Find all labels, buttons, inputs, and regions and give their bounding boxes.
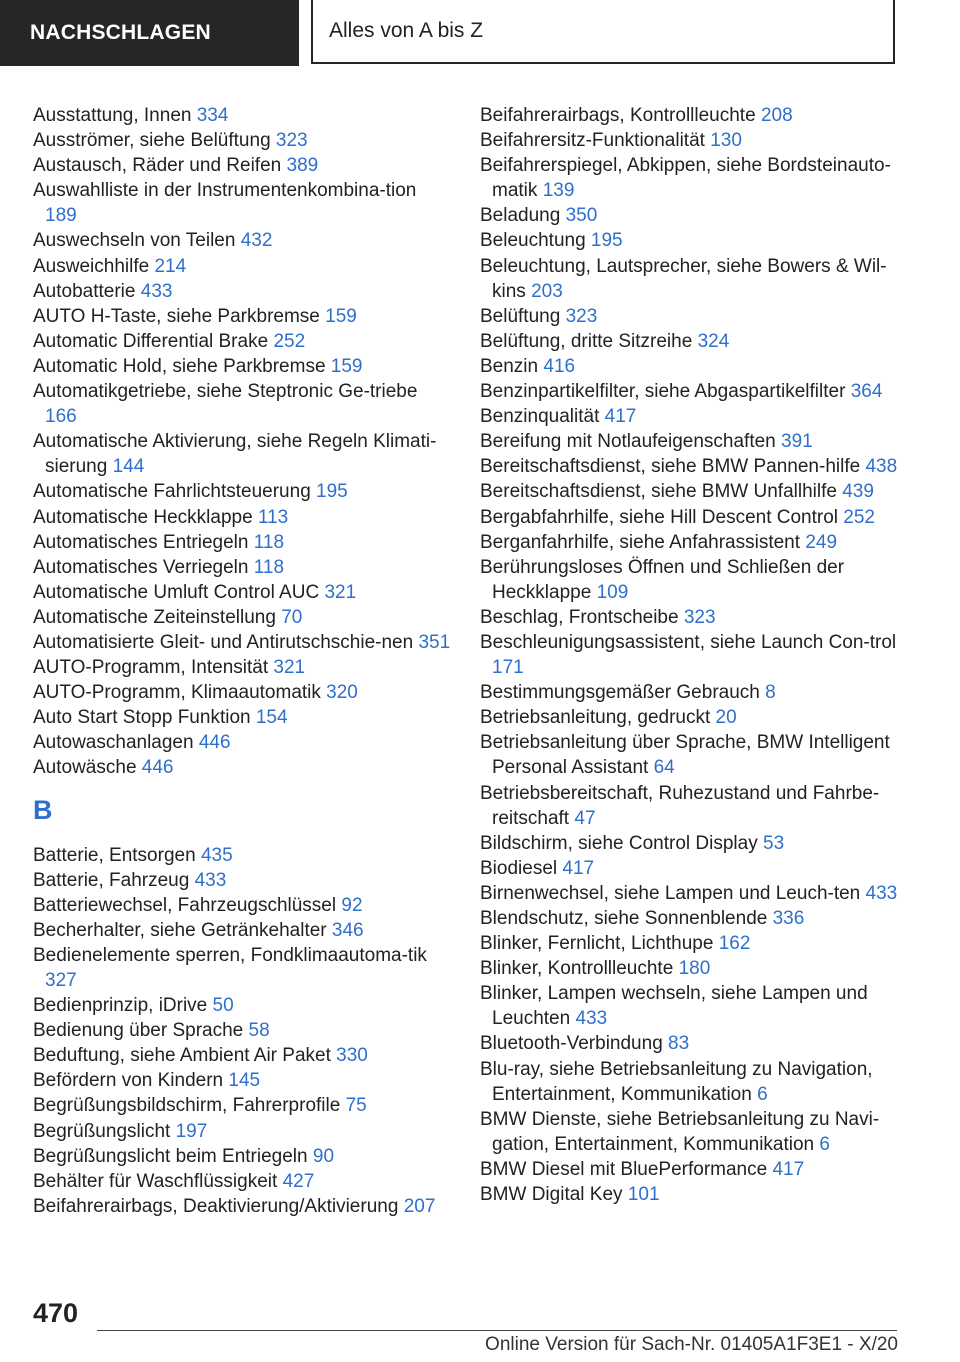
page-reference-link[interactable]: 145	[228, 1070, 261, 1092]
index-term: Auswechseln von Teilen	[33, 230, 241, 252]
index-entry	[480, 831, 900, 856]
page-reference-link[interactable]: 446	[198, 732, 231, 754]
page-reference-link[interactable]: 327	[45, 970, 77, 991]
page-reference-link[interactable]: 351	[418, 631, 451, 653]
online-version-note: Online Version für Sach-Nr. 01405A1F3E1 - X/20	[485, 1334, 898, 1355]
index-entry	[480, 505, 900, 530]
index-entry	[480, 981, 900, 1031]
index-entry	[480, 404, 900, 429]
index-term: Beschlag, Frontscheibe	[480, 606, 684, 628]
page-reference-link[interactable]: 334	[196, 105, 229, 126]
index-entry	[33, 993, 453, 1018]
index-term: Bedienelemente sperren, Fondklimaautoma-tik	[33, 944, 427, 966]
page-number: 470	[33, 1298, 79, 1328]
page-reference-link[interactable]: 92	[341, 894, 363, 916]
page-reference-link[interactable]: 439	[842, 481, 874, 503]
index-entry	[480, 103, 900, 128]
index-term: Automatisches Entriegeln	[33, 531, 254, 553]
page-reference-link[interactable]: 391	[781, 431, 813, 453]
index-entry	[33, 329, 453, 354]
index-entry	[480, 128, 900, 153]
page-reference-link[interactable]: 118	[253, 531, 285, 553]
index-entry	[33, 705, 453, 730]
index-term: Beifahrersitz-Funktionalität	[480, 130, 711, 152]
index-entry	[33, 178, 453, 228]
index-term: Bedienprinzip, iDrive	[33, 995, 213, 1017]
index-term: BMW Diesel mit BluePerformance	[480, 1158, 773, 1180]
index-term: AUTO-Programm, Klimaautomatik	[33, 682, 327, 704]
page-reference-link[interactable]: 433	[194, 869, 227, 891]
index-term: Automatisches Verriegeln	[33, 556, 254, 578]
index-term: Benzinqualität	[480, 406, 605, 428]
page-reference-link[interactable]: 6	[819, 1133, 830, 1155]
chapter-title: Alles von A bis Z	[311, 0, 895, 64]
page-reference-link[interactable]: 321	[324, 581, 357, 603]
index-entry	[480, 454, 900, 479]
page-reference-link[interactable]: 417	[562, 857, 595, 879]
section-tab: NACHSCHLAGEN	[0, 0, 299, 66]
index-term: Begrüßungslicht	[33, 1120, 176, 1142]
index-entry	[33, 755, 453, 780]
page-reference-link[interactable]: 433	[865, 882, 898, 904]
index-entry	[480, 254, 900, 304]
index-entry	[33, 555, 453, 580]
index-entry	[480, 881, 900, 906]
index-entry	[480, 605, 900, 630]
index-entry	[33, 730, 453, 755]
page-reference-link[interactable]: 207	[403, 1195, 436, 1217]
page-reference-link[interactable]: 203	[531, 280, 563, 302]
page-reference-link[interactable]: 350	[565, 205, 598, 227]
index-entry	[33, 1018, 453, 1043]
index-term: Blendschutz, siehe Sonnenblende	[480, 908, 773, 929]
page-reference-link[interactable]: 324	[697, 330, 730, 352]
index-term: Beifahrerspiegel, Abkippen, siehe Bordsteinauto-matik	[480, 155, 891, 202]
index-term: Bereitschaftsdienst, siehe BMW Unfallhilfe	[480, 481, 843, 503]
page-reference-link[interactable]: 417	[772, 1158, 805, 1180]
index-term: Begrüßungsbildschirm, Fahrerprofile	[33, 1095, 346, 1117]
index-list-b	[33, 843, 453, 1219]
index-entry	[33, 868, 453, 893]
index-entry	[480, 705, 900, 730]
page-reference-link[interactable]: 83	[668, 1033, 690, 1055]
index-entry	[480, 931, 900, 956]
index-term: Beleuchtung, Lautsprecher, siehe Bowers & Wil-kins	[480, 255, 887, 302]
index-term: Beifahrerairbags, Kontrollleuchte	[480, 105, 761, 126]
index-term: Automatisierte Gleit- und Antirutschschie-nen	[33, 631, 419, 653]
index-entry	[33, 530, 453, 555]
page-reference-link[interactable]: 53	[763, 832, 785, 854]
index-entry	[33, 655, 453, 680]
index-term: Austausch, Räder und Reifen	[33, 155, 287, 177]
index-term: Betriebsanleitung über Sprache, BMW Intelligent Personal Assistant	[480, 732, 890, 779]
index-entry	[33, 429, 453, 479]
page-reference-link[interactable]: 109	[596, 581, 629, 603]
page-reference-link[interactable]: 70	[281, 606, 303, 628]
page-reference-link[interactable]: 433	[575, 1008, 608, 1030]
index-term: Automatische Zeiteinstellung	[33, 606, 282, 628]
index-entry	[480, 1057, 900, 1107]
index-entry	[33, 1093, 453, 1118]
index-entry	[480, 730, 900, 780]
index-term: Batterie, Entsorgen	[33, 844, 201, 866]
page-reference-link[interactable]: 58	[248, 1020, 270, 1042]
page-reference-link[interactable]: 159	[330, 355, 363, 377]
footer-divider	[97, 1330, 897, 1331]
index-entry	[33, 1144, 453, 1169]
page-reference-link[interactable]: 252	[843, 506, 875, 528]
page-reference-link[interactable]: 321	[273, 657, 306, 679]
index-term: Automatic Differential Brake	[33, 330, 274, 352]
index-term: Autobatterie	[33, 280, 141, 302]
index-term: Bedienung über Sprache	[33, 1020, 249, 1042]
page-reference-link[interactable]: 446	[141, 757, 174, 779]
page-reference-link[interactable]: 323	[275, 130, 308, 152]
index-entry	[33, 1119, 453, 1144]
index-term: Beladung	[480, 205, 566, 227]
index-term: Befördern von Kindern	[33, 1070, 229, 1092]
index-term: Automatische Umluft Control AUC	[33, 581, 325, 603]
index-list-right	[480, 103, 900, 1207]
index-entry	[33, 304, 453, 329]
page-reference-link[interactable]: 139	[542, 180, 575, 202]
index-term: Batteriewechsel, Fahrzeugschlüssel	[33, 894, 342, 916]
index-term: Bereitschaftsdienst, siehe BMW Pannen-hilfe	[480, 456, 866, 478]
index-term: Benzin	[480, 355, 544, 377]
page-reference-link[interactable]: 195	[590, 230, 623, 252]
index-entry	[480, 429, 900, 454]
index-term: Automatische Fahrlichtsteuerung	[33, 481, 317, 503]
index-term: Autowaschanlagen	[33, 732, 199, 754]
index-entry	[480, 906, 900, 931]
index-term: Bereifung mit Notlaufeigenschaften	[480, 431, 782, 453]
index-term: Ausweichhilfe	[33, 255, 155, 277]
page-reference-link[interactable]: 323	[683, 606, 716, 628]
index-term: BMW Digital Key	[480, 1184, 628, 1206]
index-term: Bildschirm, siehe Control Display	[480, 832, 763, 854]
index-entry	[33, 943, 453, 993]
page-reference-link[interactable]: 47	[574, 807, 596, 829]
index-term: Berührungsloses Öffnen und Schließen der Heckklappe	[480, 556, 845, 603]
page-reference-link[interactable]: 144	[112, 456, 145, 478]
section-letter: B	[33, 794, 53, 825]
page-reference-link[interactable]: 252	[273, 330, 306, 352]
index-term: Becherhalter, siehe Getränkehalter	[33, 919, 332, 941]
index-term: Begrüßungslicht beim Entriegeln	[33, 1145, 313, 1167]
page-reference-link[interactable]: 189	[45, 205, 77, 227]
page-reference-link[interactable]: 323	[565, 305, 598, 327]
index-entry	[33, 1194, 453, 1219]
index-entry	[480, 203, 900, 228]
index-term: Behälter für Waschflüssigkeit	[33, 1170, 283, 1192]
index-entry	[33, 379, 453, 429]
page-reference-link[interactable]: 417	[604, 406, 637, 428]
index-term: Bluetooth-Verbindung	[480, 1033, 669, 1055]
page-reference-link[interactable]: 214	[154, 255, 187, 277]
page-reference-link[interactable]: 432	[240, 230, 273, 252]
index-term: Bergabfahrhilfe, siehe Hill Descent Control	[480, 506, 844, 528]
index-entry	[33, 1169, 453, 1194]
page-reference-link[interactable]: 90	[312, 1145, 335, 1167]
index-term: Autowäsche	[33, 757, 142, 779]
index-term: Betriebsanleitung, gedruckt	[480, 707, 716, 729]
page-reference-link[interactable]: 20	[715, 707, 737, 729]
page-reference-link[interactable]: 50	[212, 995, 234, 1017]
page-reference-link[interactable]: 427	[282, 1170, 315, 1192]
index-term: Automatische Aktivierung, siehe Regeln Klimati-sierung	[33, 431, 437, 478]
index-entry	[33, 893, 453, 918]
index-list-a	[33, 103, 453, 781]
index-entry	[33, 605, 453, 630]
page-reference-link[interactable]: 130	[710, 130, 742, 152]
page-reference-link[interactable]: 154	[255, 707, 288, 729]
index-term: Batterie, Fahrzeug	[33, 869, 195, 891]
page-reference-link[interactable]: 389	[286, 155, 319, 177]
index-entry	[480, 1031, 900, 1056]
page-reference-link[interactable]: 416	[543, 355, 576, 377]
index-column-right	[480, 103, 900, 1207]
page-reference-link[interactable]: 162	[718, 933, 751, 955]
index-term: Blinker, Fernlicht, Lichthupe	[480, 933, 719, 955]
index-entry	[480, 856, 900, 881]
index-entry	[33, 1068, 453, 1093]
page-reference-link[interactable]: 118	[253, 556, 285, 578]
index-term: Blinker, Lampen wechseln, siehe Lampen und Leuchten	[480, 983, 868, 1030]
index-term: Auto Start Stopp Funktion	[33, 707, 256, 729]
index-term: Auswahlliste in der Instrumentenkombina-tion	[33, 180, 417, 202]
index-entry	[33, 228, 453, 253]
page-reference-link[interactable]: 113	[257, 506, 289, 528]
index-term: Beleuchtung	[480, 230, 591, 252]
index-term: Automatische Heckklappe	[33, 506, 258, 528]
index-entry	[480, 1157, 900, 1182]
index-entry	[480, 530, 900, 555]
page-reference-link[interactable]: 435	[200, 844, 233, 866]
page-reference-link[interactable]: 208	[760, 105, 793, 126]
page-reference-link[interactable]: 346	[331, 919, 364, 941]
page-reference-link[interactable]: 249	[805, 531, 838, 553]
index-term: AUTO H-Taste, siehe Parkbremse	[33, 305, 326, 327]
index-entry	[33, 843, 453, 868]
index-entry	[480, 228, 900, 253]
index-term: Berganfahrhilfe, siehe Anfahrassistent	[480, 531, 806, 553]
index-entry	[33, 354, 453, 379]
index-entry	[480, 304, 900, 329]
page-reference-link[interactable]: 75	[345, 1095, 367, 1117]
page-reference-link[interactable]: 180	[678, 958, 711, 980]
page-reference-link[interactable]: 8	[765, 682, 776, 704]
page-header	[0, 0, 960, 66]
index-entry	[33, 254, 453, 279]
index-column-left	[33, 103, 453, 1219]
index-entry	[33, 918, 453, 943]
page-reference-link[interactable]: 166	[45, 406, 77, 428]
index-entry	[480, 680, 900, 705]
index-entry	[480, 379, 900, 404]
index-term: Benzinpartikelfilter, siehe Abgaspartikelfilter	[480, 381, 851, 403]
index-entry	[480, 956, 900, 981]
page-reference-link[interactable]: 336	[772, 908, 805, 929]
index-entry	[480, 479, 900, 504]
page-reference-link[interactable]: 330	[336, 1045, 368, 1067]
page-reference-link[interactable]: 433	[140, 280, 173, 302]
index-entry	[33, 1043, 453, 1068]
index-entry	[480, 630, 900, 680]
page-reference-link[interactable]: 320	[326, 682, 358, 704]
page-reference-link[interactable]: 159	[325, 305, 357, 327]
index-term: BMW Dienste, siehe Betriebsanleitung zu Navi-gation, Entertainment, Kommunikation	[480, 1108, 880, 1155]
index-term: Birnenwechsel, siehe Lampen und Leuch-ten	[480, 882, 866, 904]
index-term: Blu-ray, siehe Betriebsanleitung zu Navigation, Entertainment, Kommunikation	[480, 1058, 873, 1105]
index-entry	[480, 153, 900, 203]
index-term: AUTO-Programm, Intensität	[33, 657, 274, 679]
index-term: Beifahrerairbags, Deaktivierung/Aktivierung	[33, 1195, 404, 1217]
page-reference-link[interactable]: 101	[627, 1184, 660, 1206]
page-reference-link[interactable]: 364	[850, 381, 883, 403]
index-entry	[33, 153, 453, 178]
index-entry	[33, 103, 453, 128]
index-entry	[33, 630, 453, 655]
index-entry	[480, 1107, 900, 1157]
index-entry	[480, 555, 900, 605]
page-reference-link[interactable]: 64	[653, 757, 675, 779]
index-entry	[33, 479, 453, 504]
index-term: Automatikgetriebe, siehe Steptronic Ge-triebe	[33, 381, 418, 403]
index-entry	[33, 580, 453, 605]
page-reference-link[interactable]: 171	[492, 657, 524, 679]
index-entry	[480, 329, 900, 354]
index-term: Automatic Hold, siehe Parkbremse	[33, 355, 331, 377]
index-entry	[480, 354, 900, 379]
index-entry	[480, 781, 900, 831]
index-entry	[480, 1182, 900, 1207]
index-term: Belüftung	[480, 305, 566, 327]
index-term: Beduftung, siehe Ambient Air Paket	[33, 1045, 337, 1067]
index-term: Ausstattung, Innen	[33, 105, 197, 126]
index-term: Beschleunigungsassistent, siehe Launch Con-trol	[480, 631, 897, 653]
index-term: Betriebsbereitschaft, Ruhezustand und Fahrbe-reitschaft	[480, 782, 880, 829]
index-term: Blinker, Kontrollleuchte	[480, 958, 679, 980]
index-entry	[33, 128, 453, 153]
index-term: Belüftung, dritte Sitzreihe	[480, 330, 698, 352]
index-term: Ausströmer, siehe Belüftung	[33, 130, 276, 152]
index-entry	[33, 505, 453, 530]
index-entry	[33, 680, 453, 705]
page-reference-link[interactable]: 197	[175, 1120, 208, 1142]
page-reference-link[interactable]: 438	[865, 456, 898, 478]
page-reference-link[interactable]: 195	[316, 481, 348, 503]
page-reference-link[interactable]: 6	[757, 1083, 768, 1105]
index-term: Biodiesel	[480, 857, 563, 879]
index-entry	[33, 279, 453, 304]
index-term: Bestimmungsgemäßer Gebrauch	[480, 682, 766, 704]
